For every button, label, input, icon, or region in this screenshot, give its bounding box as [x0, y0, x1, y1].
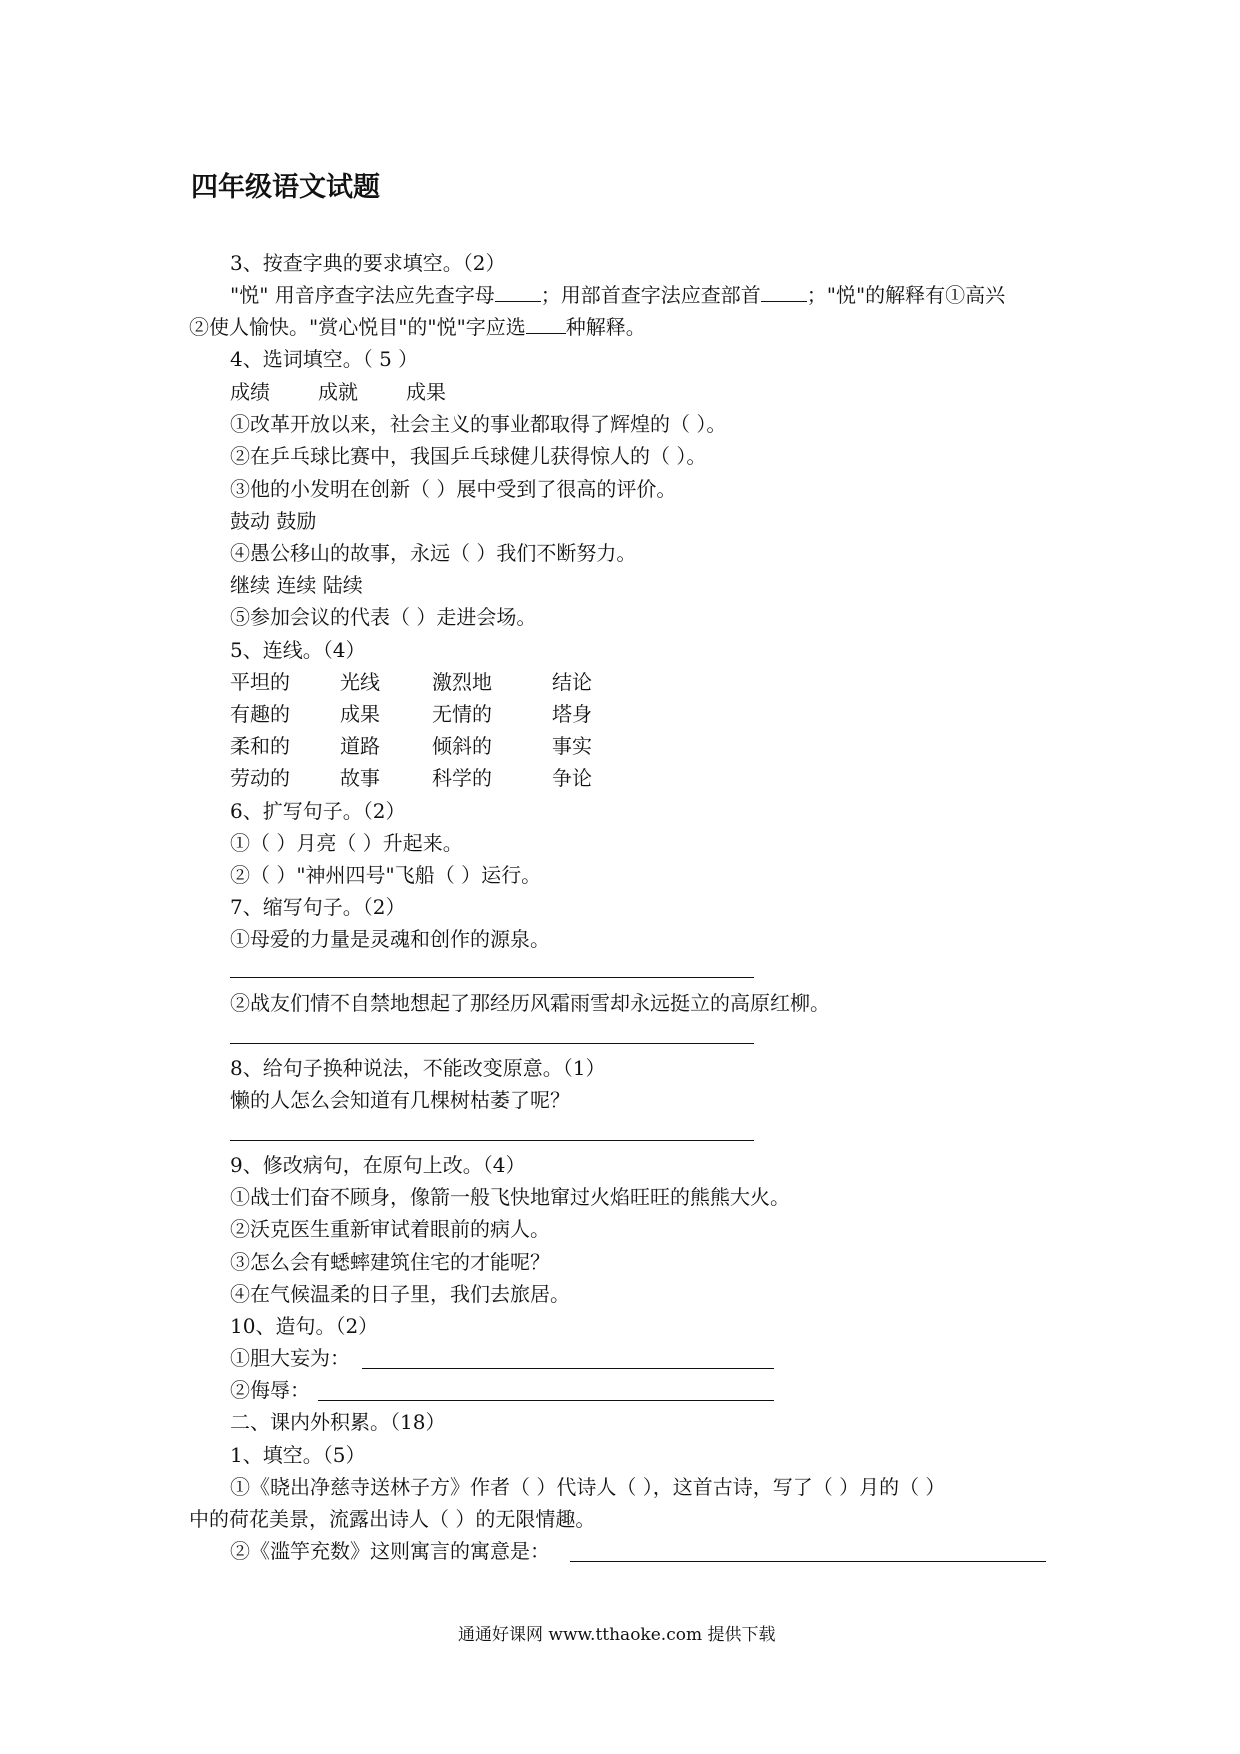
blank-meaning[interactable] — [526, 315, 566, 334]
q4-word-2: 成就 — [318, 380, 358, 404]
q3-line1-c: ；"悦"的解释有①高兴 — [806, 283, 1006, 307]
q5-cell: 结论 — [552, 670, 592, 694]
q5-cell: 倾斜的 — [432, 734, 492, 758]
q10-item-1: ①胆大妄为： — [230, 1346, 350, 1370]
part2-q1-heading: 1、填空。（5） — [230, 1443, 366, 1467]
q6-sentence-1: ①（ ）月亮（ ）升起来。 — [230, 831, 463, 855]
q5-cell: 无情的 — [432, 702, 492, 726]
q8-heading: 8、给句子换种说法，不能改变原意。（1） — [230, 1056, 606, 1080]
blank-radical[interactable] — [761, 283, 807, 302]
answer-line[interactable] — [570, 1561, 1046, 1562]
q9-sentence-4: ④在气候温柔的日子里，我们去旅居。 — [230, 1282, 570, 1306]
q4-sentence-5: ⑤参加会议的代表（ ）走进会场。 — [230, 605, 537, 629]
q8-sentence: 懒的人怎么会知道有几棵树枯萎了呢？ — [230, 1088, 570, 1112]
q3-line2 — [189, 315, 646, 339]
q5-heading: 5、连线。（4） — [230, 638, 366, 662]
answer-line[interactable] — [318, 1400, 774, 1401]
q10-item-2: ②侮辱： — [230, 1378, 310, 1402]
part2-q1-line2: 中的荷花美景，流露出诗人（ ）的无限情趣。 — [189, 1507, 596, 1531]
part2-q1-line1: ①《晓出净慈寺送林子方》作者（ ）代诗人（ ），这首古诗，写了（ ）月的（ ） — [230, 1475, 946, 1499]
q5-cell: 劳动的 — [230, 766, 290, 790]
blank-letter[interactable] — [495, 283, 541, 302]
q4-word-1: 成绩 — [230, 380, 270, 404]
q3-line1 — [230, 283, 1005, 307]
q4-sentence-3: ③他的小发明在创新（ ）展中受到了很高的评价。 — [230, 477, 677, 501]
q3-line1-a: "悦" 用音序查字法应先查字母 — [230, 283, 495, 307]
part2-q1-line3: ②《滥竽充数》这则寓言的寓意是： — [230, 1539, 550, 1563]
q3-line2-a: ②使人愉快。"赏心悦目"的"悦"字应选 — [189, 315, 526, 339]
q5-cell: 科学的 — [432, 766, 492, 790]
q5-cell: 故事 — [340, 766, 380, 790]
q5-cell: 塔身 — [552, 702, 592, 726]
q10-heading: 10、造句。（2） — [230, 1314, 379, 1338]
q4-sentence-2: ②在乒乓球比赛中，我国乒乓球健儿获得惊人的（ ）。 — [230, 444, 707, 468]
q4-sentence-1: ①改革开放以来，社会主义的事业都取得了辉煌的（ ）。 — [230, 412, 727, 436]
q5-cell: 光线 — [340, 670, 380, 694]
part2-heading: 二、课内外积累。（18） — [230, 1410, 446, 1434]
q7-sentence-1: ①母爱的力量是灵魂和创作的源泉。 — [230, 927, 550, 951]
q9-sentence-3: ③怎么会有蟋蟀建筑住宅的才能呢？ — [230, 1250, 550, 1274]
page-title: 四年级语文试题 — [191, 172, 380, 203]
q9-sentence-2: ②沃克医生重新审试着眼前的病人。 — [230, 1217, 550, 1241]
answer-line[interactable] — [230, 977, 754, 978]
q4-heading: 4、选词填空。（ 5 ） — [230, 347, 419, 371]
q9-sentence-1: ①战士们奋不顾身，像箭一般飞快地窜过火焰旺旺的熊熊大火。 — [230, 1185, 790, 1209]
answer-line[interactable] — [362, 1368, 774, 1369]
q5-cell: 成果 — [340, 702, 380, 726]
q4-sentence-4: ④愚公移山的故事，永远（ ）我们不断努力。 — [230, 541, 637, 565]
answer-line[interactable] — [230, 1043, 754, 1044]
q3-heading: 3、按查字典的要求填空。（2） — [230, 251, 506, 275]
q9-heading: 9、修改病句，在原句上改。（4） — [230, 1153, 526, 1177]
q3-line1-b: ；用部首查字法应查部首 — [540, 283, 761, 307]
footer-credit: 通通好课网 www.tthaoke.com 提供下载 — [458, 1625, 776, 1645]
q6-heading: 6、扩写句子。（2） — [230, 799, 406, 823]
q5-cell: 平坦的 — [230, 670, 290, 694]
q5-cell: 柔和的 — [230, 734, 290, 758]
q6-sentence-2: ②（ ）"神州四号"飞船（ ）运行。 — [230, 863, 542, 887]
q5-cell: 有趣的 — [230, 702, 290, 726]
q4-word-group-3: 继续 连续 陆续 — [230, 573, 363, 597]
q7-heading: 7、缩写句子。（2） — [230, 895, 406, 919]
answer-line[interactable] — [230, 1140, 754, 1141]
q4-word-group-2: 鼓动 鼓励 — [230, 509, 317, 533]
q7-sentence-2: ②战友们情不自禁地想起了那经历风霜雨雪却永远挺立的高原红柳。 — [230, 991, 830, 1015]
q5-cell: 激烈地 — [432, 670, 492, 694]
q5-cell: 事实 — [552, 734, 592, 758]
q5-cell: 争论 — [552, 766, 592, 790]
q4-word-3: 成果 — [406, 380, 446, 404]
q5-cell: 道路 — [340, 734, 380, 758]
q3-line2-b: 种解释。 — [565, 315, 646, 339]
